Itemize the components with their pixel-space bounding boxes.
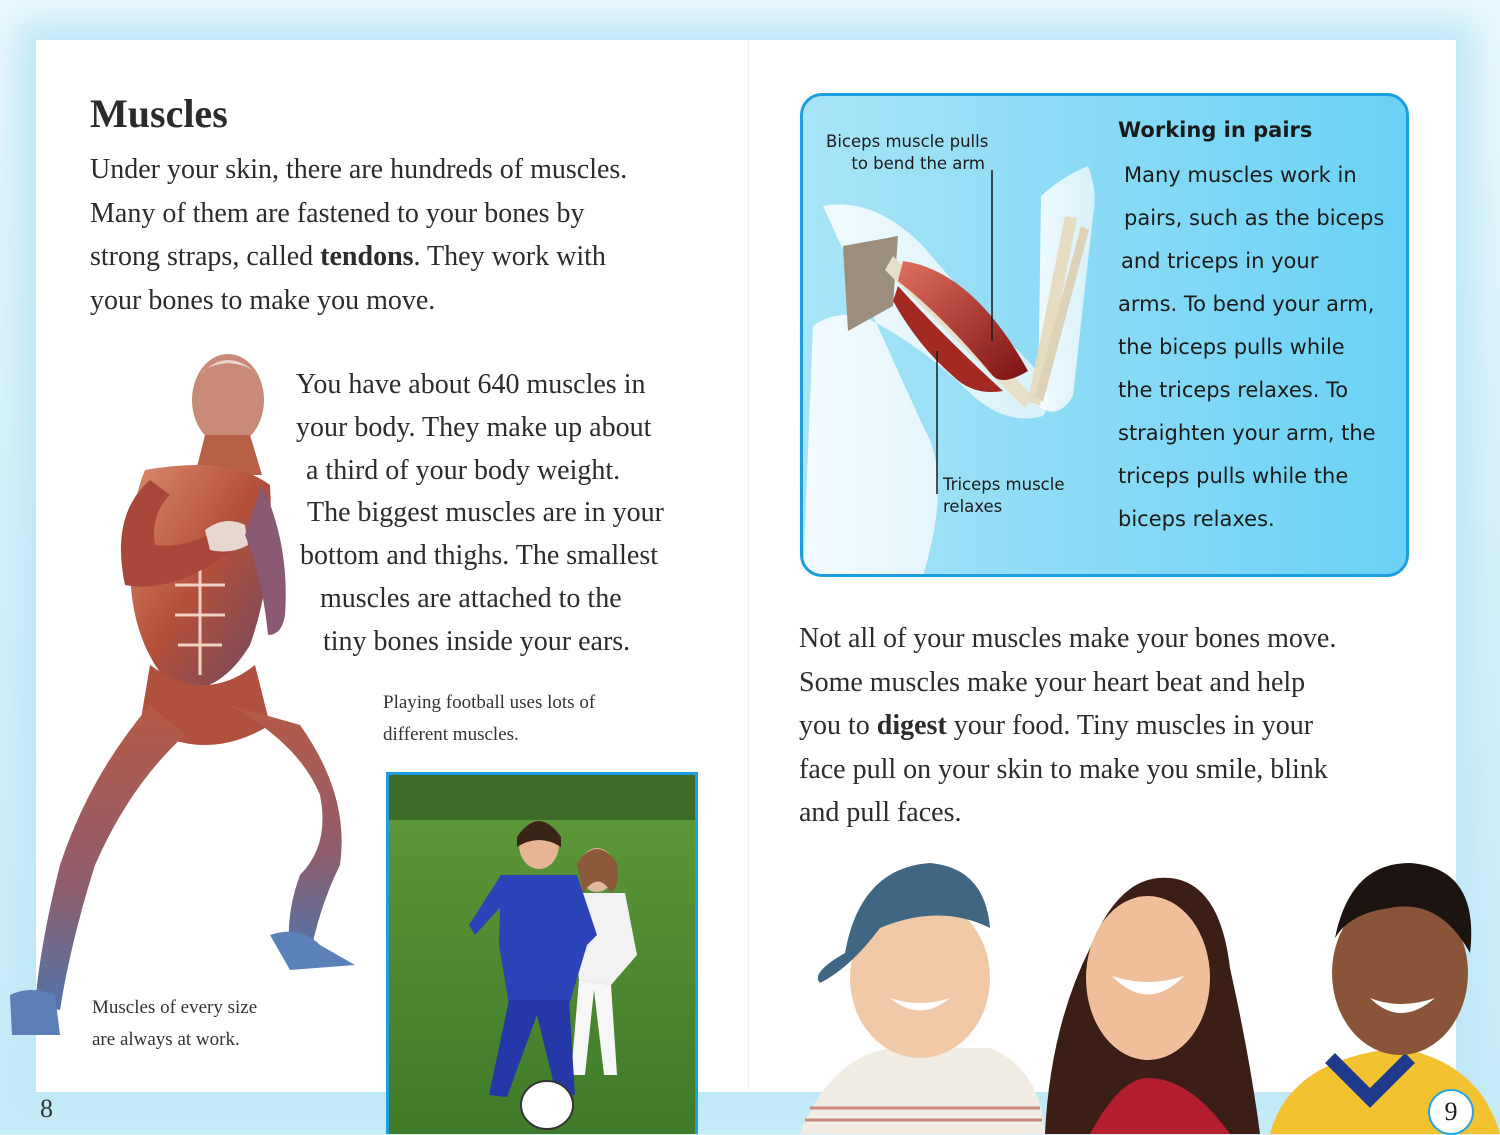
infobox-line: the biceps pulls while [1118, 335, 1345, 359]
facts-line: a third of your body weight. [306, 455, 621, 486]
triceps-label: Triceps muscle relaxes [943, 475, 1065, 516]
infobox-line: straighten your arm, the [1118, 421, 1376, 445]
book-gutter [748, 40, 749, 1090]
infobox-title: Working in pairs [1118, 118, 1313, 142]
infobox-line: the triceps relaxes. To [1118, 378, 1349, 402]
page-title: Muscles [90, 91, 228, 136]
intro-line: your bones to make you move. [90, 284, 436, 316]
infobox-line: pairs, such as the biceps [1124, 206, 1385, 230]
infobox-line: Many muscles work in [1124, 163, 1357, 187]
term-tendons: tendons [320, 241, 414, 272]
page-number-left: 8 [40, 1094, 53, 1123]
football-caption: Playing football uses lots of different muscles. [383, 692, 596, 745]
smiling-children-photo [790, 858, 1500, 1134]
football-photo-art [389, 775, 698, 1134]
facts-line: You have about 640 muscles in [296, 369, 646, 400]
body-line: Not all of your muscles make your bones move. [799, 623, 1337, 654]
infobox-line: and triceps in your [1121, 249, 1319, 273]
biceps-label: Biceps muscle pulls to bend the arm [826, 132, 989, 173]
intro-line: Many of them are fastened to your bones by [90, 197, 585, 229]
facts-line: tiny bones inside your ears. [323, 626, 631, 657]
body-line: Some muscles make your heart beat and help [799, 666, 1306, 698]
body-line: and pull faces. [799, 797, 962, 828]
intro-line: strong straps, called tendons. They work with [90, 241, 606, 272]
other-muscles-paragraph [799, 617, 1336, 835]
muscle-figure-caption: Muscles of every size are always at work. [92, 997, 258, 1050]
body-line: face pull on your skin to make you smile, blink [799, 753, 1328, 785]
facts-line: bottom and thighs. The smallest [300, 540, 659, 571]
infobox-line: arms. To bend your arm, [1118, 292, 1375, 316]
infobox-line: triceps pulls while the [1118, 464, 1349, 488]
body-line: you to digest your food. Tiny muscles in your [799, 710, 1314, 741]
infobox-line: biceps relaxes. [1118, 507, 1275, 531]
facts-line: The biggest muscles are in your [307, 497, 664, 528]
intro-paragraph [90, 148, 627, 322]
facts-line: your body. They make up about [296, 412, 652, 443]
football-photo [386, 772, 698, 1134]
page-number-right: 9 [1428, 1089, 1474, 1135]
facts-line: muscles are attached to the [320, 583, 622, 614]
intro-line: Under your skin, there are hundreds of muscles. [90, 154, 628, 185]
term-digest: digest [876, 710, 947, 741]
